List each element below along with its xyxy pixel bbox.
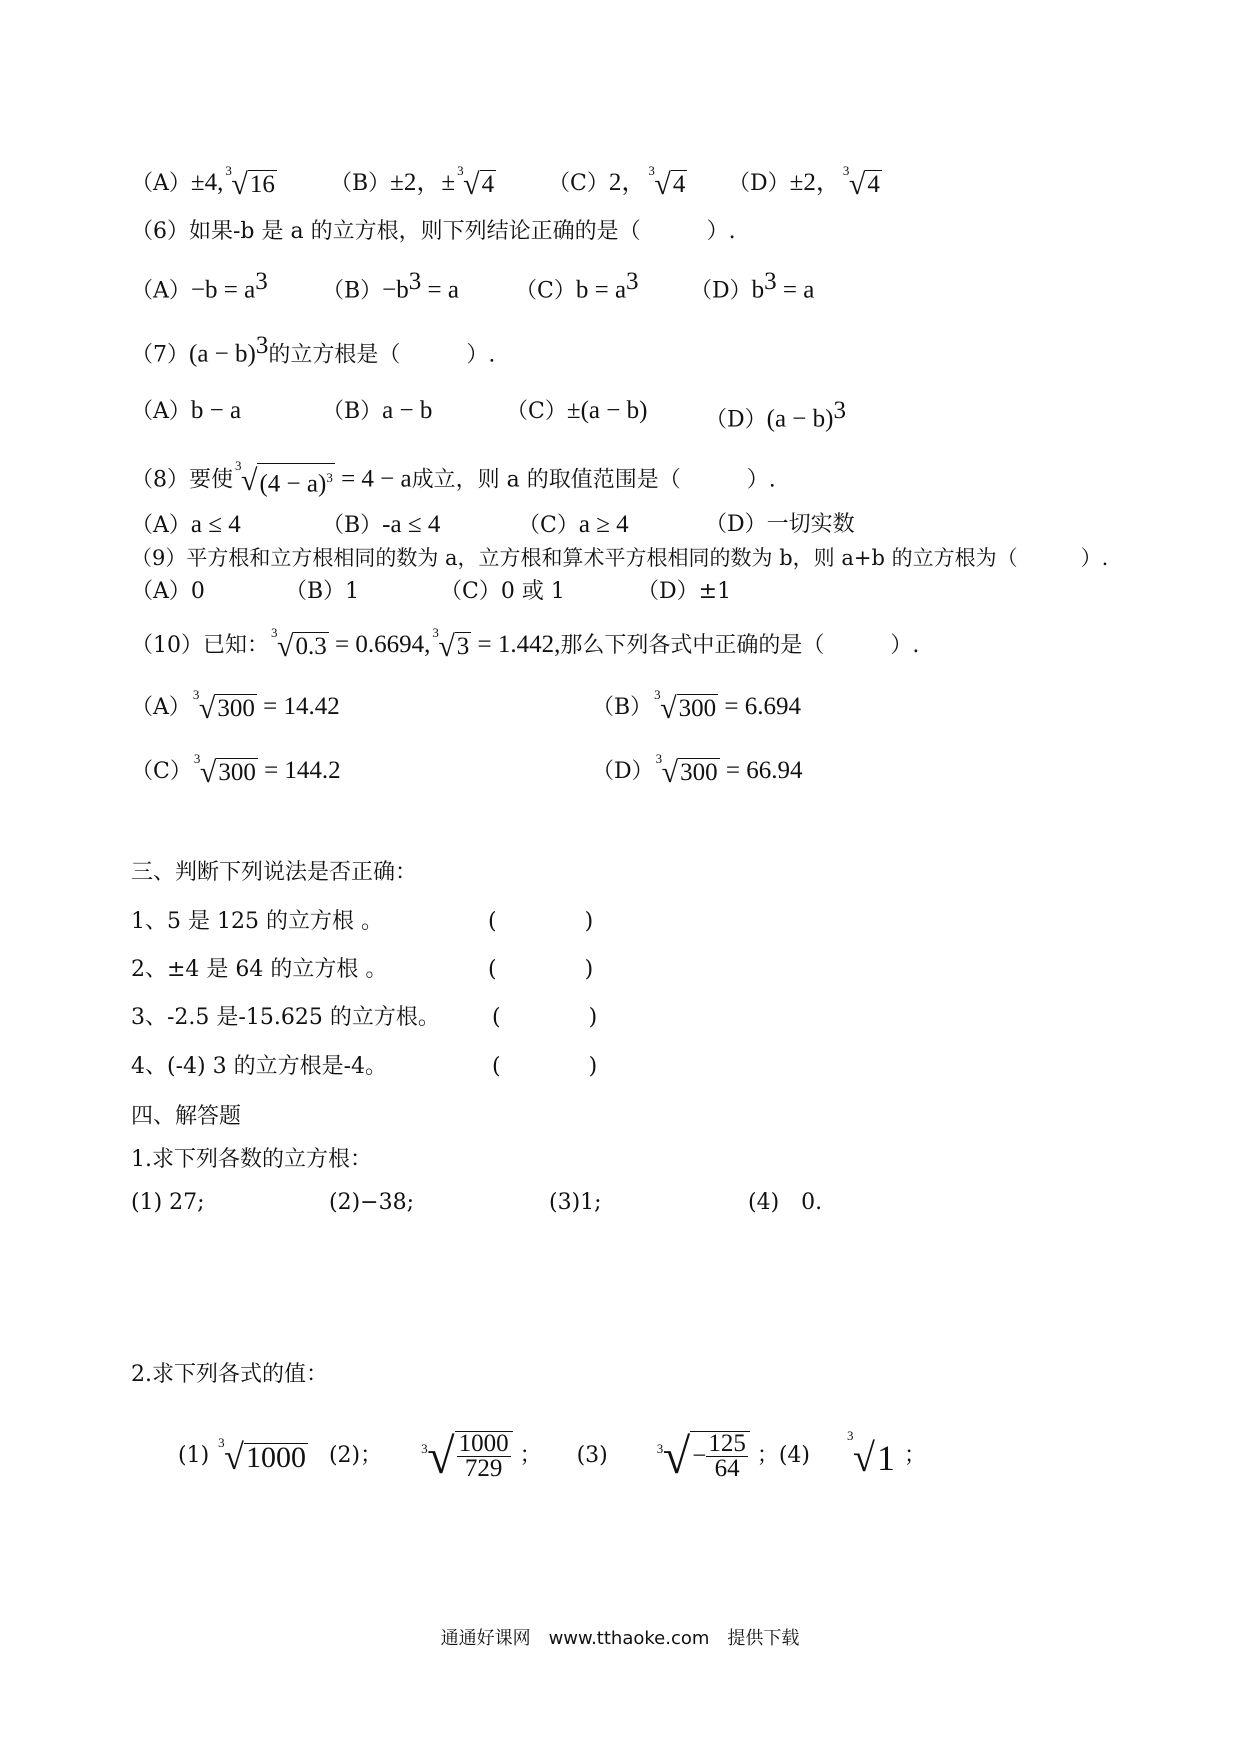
section4-problem2-stem: 2.求下列各式的值： [131,1362,328,1387]
cube-root-fraction: 3 √ $\frac{1000}{729}$ [419,1428,512,1484]
cube-root: 3 √1000 [218,1434,306,1478]
section3-item-2: 2、±4 是 64 的立方根 。 [131,957,388,982]
problem1-item-2: (2)−38; [329,1190,415,1215]
q8-option-c: （C）a ≥ 4 [518,511,629,538]
q9-option-a: （A）0 [131,579,205,604]
q9-stem: （9）平方根和立方根相同的数为 a，立方根和算术平方根相同的数为 b，则 a+b 的立方根为（ ）. [131,546,1109,570]
problem1-item-4: (4) 0. [748,1190,823,1215]
q6-option-d: $(D)b^3 = a$ [690,268,815,304]
q7-stem: $(7)(a - b)^3$的立方根是（ ）. [131,332,496,368]
q7-option-a: （A）b − a [131,397,242,424]
q10-stem: （10）已知： 3 √0.3 = 0.6694, 3 √3 = 1.442,那么下列各式中正确的是（ ）. [131,625,920,663]
section3-title: 三、判断下列说法是否正确： [131,860,418,885]
q10-option-d: （D） 3 √300 = 66.94 [592,751,803,789]
q5-option-b: （B）±2，± 3 √4 [330,163,495,201]
q10-option-c: （C） 3 √300 = 144.2 [131,751,341,789]
q8-option-a: （A）a ≤ 4 [131,511,241,538]
section3-answer-paren-2: ( ) [488,957,594,982]
cube-root-negative-fraction: 3 √− $\frac{125}{64}$ [655,1428,750,1484]
q5-option-d: （D）±2， 3 √4 [728,163,880,201]
q9-option-b: （B）1 [285,579,360,604]
q9-option-c: （C）0 或 1 [440,579,565,604]
problem2-expressions: (1) 3 √1000 (2)； 3 √ $\frac{1000}{729}$ ； (3) 3 √− $\frac{125}{64}$ ；(4) 3 √1 ； [178,1428,926,1484]
cube-root: 3 $√(4 - a)^3$ [235,458,333,498]
cube-root: 3 √16 [225,163,275,201]
q6-option-b: $(B)-b^3 = a$ [322,268,459,304]
q7-option-b: （B）a − b [322,397,433,424]
section4-problem1-stem: 1.求下列各数的立方根： [131,1147,372,1172]
problem1-item-3: (3)1; [549,1190,602,1215]
section3-item-1: 1、5 是 125 的立方根 。 [131,909,383,934]
section3-answer-paren-1: ( ) [488,909,594,934]
q9-option-d: （D）±1 [637,579,732,604]
q6-option-c: $(C)b = a^3$ [515,268,639,304]
section4-title: 四、解答题 [131,1104,242,1129]
q5-option-c: （C）2， 3 √4 [548,163,686,201]
q8-stem: （8）要使 3 $√(4 - a)^3 = 4 - a$成立，则 a 的取值范围是（ ）. [131,458,776,498]
q7-option-c: （C）±(a − b) [506,397,648,424]
q8-option-d: （D）一切实数 [705,512,855,537]
q8-option-b: （B）-a ≤ 4 [322,511,441,538]
q6-stem: （6）如果-b 是 a 的立方根，则下列结论正确的是（ ）. [131,219,736,244]
q10-option-b: （B） 3 √300 = 6.694 [592,687,801,725]
problem1-item-1: (1) 27; [131,1190,205,1215]
section3-answer-paren-4: ( ) [492,1054,598,1079]
q6-option-a: $(A)-b = a^3$ [131,268,268,304]
q7-option-d: $(D)(a - b)^3$ [705,397,846,433]
q5-option-a: （A）±4, 3 √16 [131,163,275,201]
q10-option-a: （A） 3 √300 = 14.42 [131,687,340,725]
section3-item-4: 4、(-4) 3 的立方根是-4。 [131,1054,388,1079]
footer-download-note: 通通好课网 www.tthaoke.com 提供下载 [440,1628,800,1649]
section3-answer-paren-3: ( ) [492,1005,598,1030]
cube-root: 3 √1 [846,1428,895,1480]
section3-item-3: 3、-2.5 是-15.625 的立方根。 [131,1005,440,1030]
